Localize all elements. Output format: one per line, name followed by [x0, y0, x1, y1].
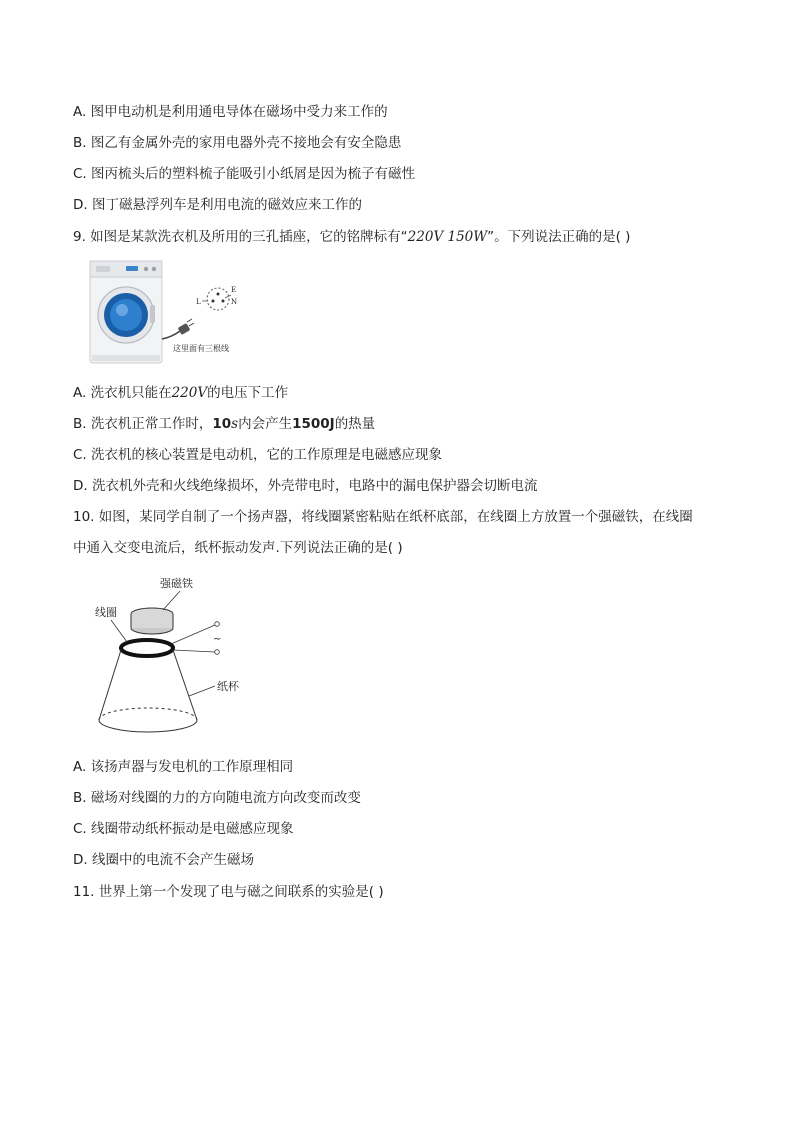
- q9-option-d: D. 洗衣机外壳和火线绝缘损坏，外壳带电时，电路中的漏电保护器会切断电流: [73, 478, 538, 494]
- q8-option-a: A. 图甲电动机是利用通电导体在磁场中受力来工作的: [73, 104, 388, 120]
- q10-option-d: D. 线圈中的电流不会产生磁场: [73, 852, 254, 868]
- q9-option-a: A. 洗衣机只能在220V的电压下工作: [73, 385, 289, 401]
- q10-stem-line1: 10. 如图，某同学自制了一个扬声器，将线圈紧密粘贴在纸杯底部，在线圈上方放置一个强磁铁，在线圈: [73, 509, 693, 525]
- washing-machine-figure: [88, 259, 248, 367]
- q9-option-b: B. 洗衣机正常工作时，10s内会产生1500J的热量: [73, 416, 376, 432]
- q10-option-a: A. 该扬声器与发电机的工作原理相同: [73, 759, 294, 775]
- speaker-figure: [85, 570, 250, 748]
- label-cup: 纸杯: [217, 680, 239, 693]
- figure-caption: 这里面有三根线: [173, 344, 229, 353]
- label-magnet: 强磁铁: [160, 577, 193, 590]
- label-ac: ~: [213, 634, 222, 645]
- q9-option-c: C. 洗衣机的核心装置是电动机，它的工作原理是电磁感应现象: [73, 447, 443, 463]
- q8-option-b: B. 图乙有金属外壳的家用电器外壳不接地会有安全隐患: [73, 135, 402, 151]
- q8-option-d: D. 图丁磁悬浮列车是利用电流的磁效应来工作的: [73, 197, 362, 213]
- q8-option-c: C. 图丙梳头后的塑料梳子能吸引小纸屑是因为梳子有磁性: [73, 166, 416, 182]
- label-e: E: [231, 286, 237, 294]
- q10-option-b: B. 磁场对线圈的力的方向随电流方向改变而改变: [73, 790, 361, 806]
- q9-stem: 9. 如图是某款洗衣机及所用的三孔插座，它的铭牌标有“220V 150W”。下列说法正确的是( ): [73, 229, 631, 245]
- label-coil: 线圈: [95, 606, 117, 619]
- q10-option-c: C. 线圈带动纸杯振动是电磁感应现象: [73, 821, 294, 837]
- label-l: L: [196, 298, 201, 306]
- q11-stem: 11. 世界上第一个发现了电与磁之间联系的实验是( ): [73, 884, 384, 900]
- label-n: N: [231, 298, 238, 306]
- q10-stem-line2: 中通入交变电流后，纸杯振动发声.下列说法正确的是( ): [73, 540, 403, 556]
